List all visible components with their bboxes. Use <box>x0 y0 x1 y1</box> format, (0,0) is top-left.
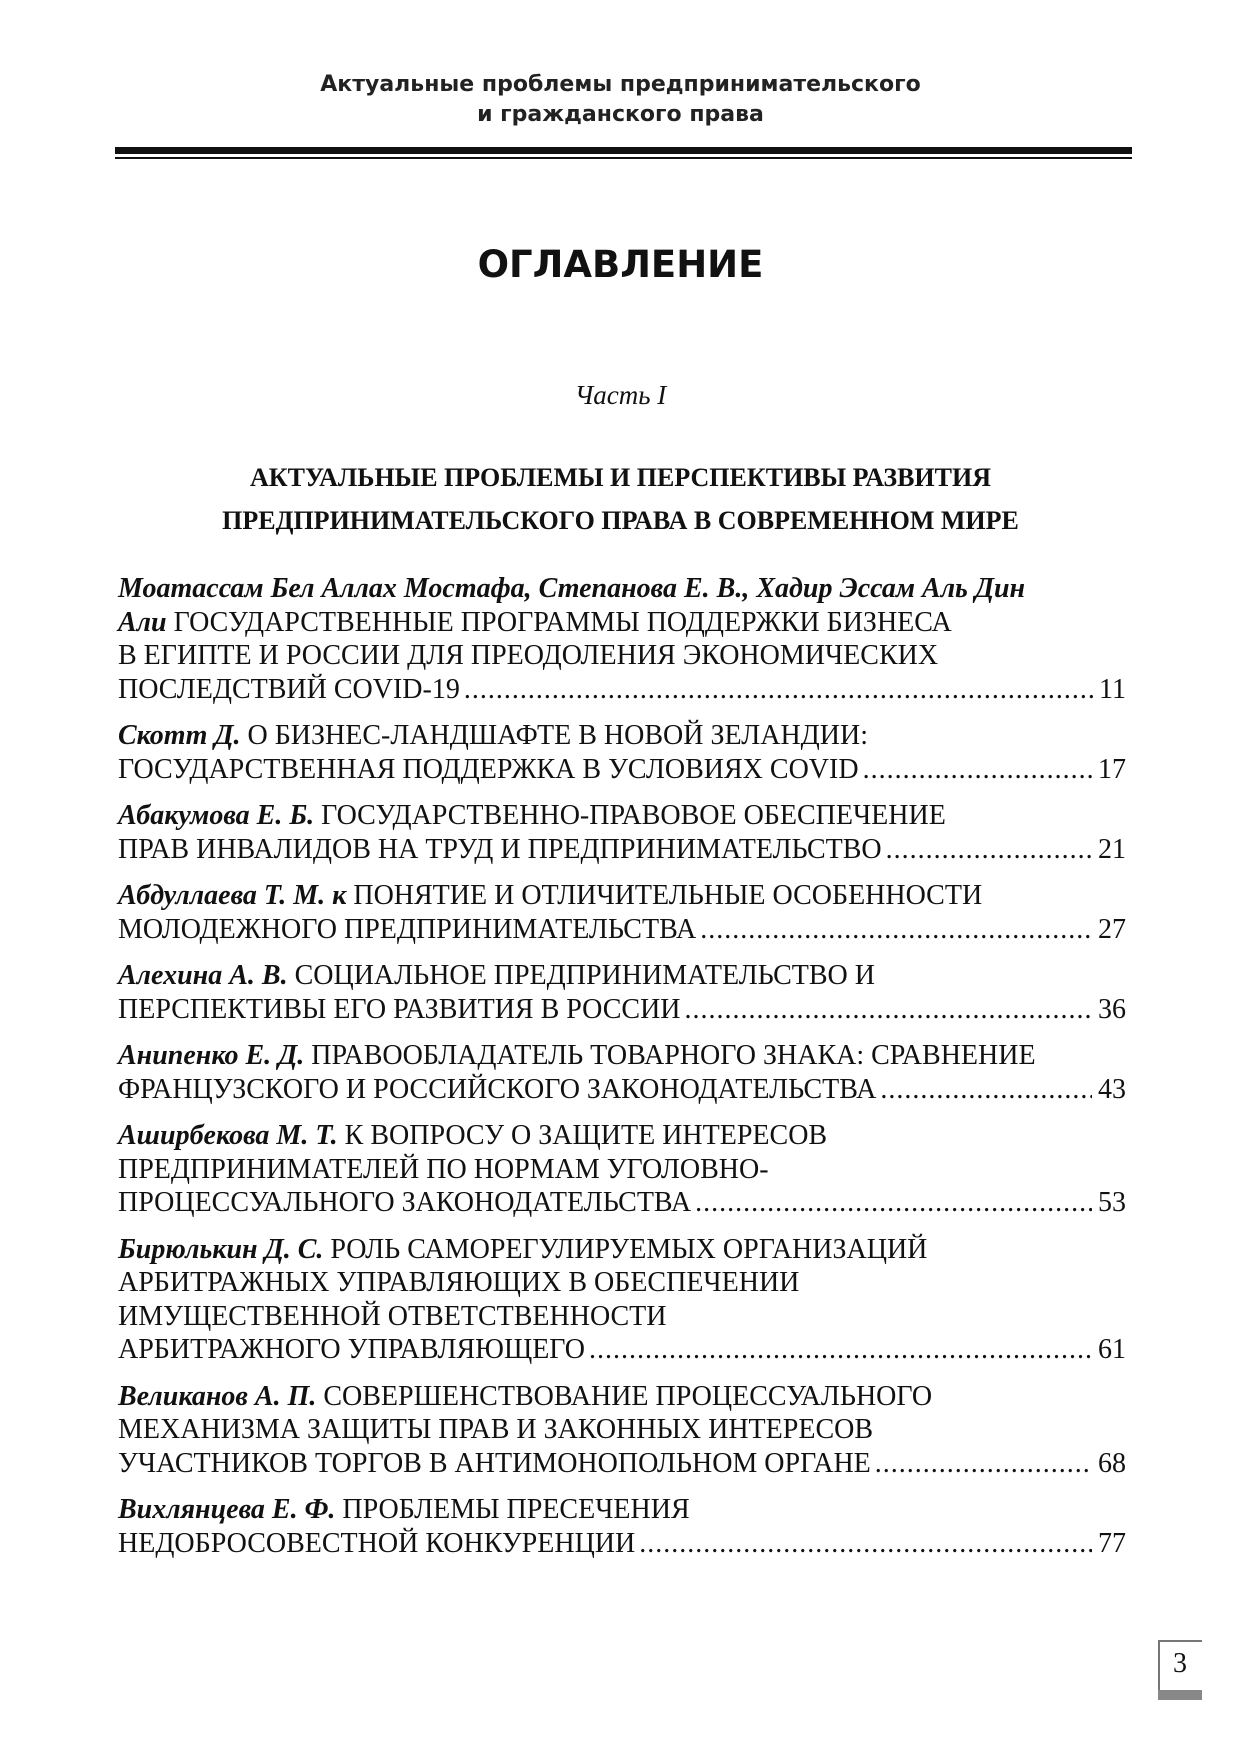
toc-entry-last-line <box>118 1447 1126 1481</box>
running-head <box>0 70 1241 130</box>
toc-entry-title-start: СОЦИАЛЬНОЕ ПРЕДПРИНИМАТЕЛЬСТВО И <box>287 960 875 991</box>
toc-entry-last-line <box>118 1186 1126 1220</box>
toc-entry-page-number: 61 <box>1098 1334 1126 1365</box>
dot-leader <box>639 1527 1092 1561</box>
toc-entry-title-line: В ЕГИПТЕ И РОССИИ ДЛЯ ПРЕОДОЛЕНИЯ ЭКОНОМИЧЕСКИХ <box>118 640 939 671</box>
toc-entry[interactable] <box>118 719 1126 786</box>
toc-entry[interactable] <box>118 1119 1126 1220</box>
toc-entry-page-number: 53 <box>1098 1187 1126 1218</box>
toc-entry-last-line <box>118 1527 1126 1561</box>
toc-entry-title-start: К ВОПРОСУ О ЗАЩИТЕ ИНТЕРЕСОВ <box>337 1120 828 1151</box>
toc-entry-page-number: 21 <box>1098 833 1126 865</box>
dot-leader <box>695 1186 1092 1220</box>
toc-entry-page-number: 11 <box>1099 673 1126 705</box>
toc-entry-last-line <box>118 833 1126 867</box>
part-title <box>0 456 1241 542</box>
dot-leader <box>886 833 1092 867</box>
header-rule-thick <box>115 147 1132 154</box>
toc-entry-title-start: СОВЕРШЕНСТВОВАНИЕ ПРОЦЕССУАЛЬНОГО <box>316 1380 933 1412</box>
part-title-line-2: ПРЕДПРИНИМАТЕЛЬСКОГО ПРАВА В СОВРЕМЕННОМ МИРЕ <box>222 506 1019 535</box>
toc-entry-first-line <box>118 1493 1126 1527</box>
toc-entry-page-number: 36 <box>1098 993 1126 1025</box>
toc-entry-title-end: ПЕРСПЕКТИВЫ ЕГО РАЗВИТИЯ В РОССИИ <box>118 993 681 1025</box>
part-title-line-1: АКТУАЛЬНЫЕ ПРОБЛЕМЫ И ПЕРСПЕКТИВЫ РАЗВИТИЯ <box>250 463 991 492</box>
toc-entry-last-line <box>118 913 1126 947</box>
toc-entry-first-line <box>118 879 1126 913</box>
toc-entry-title-start: О БИЗНЕС-ЛАНДШАФТЕ В НОВОЙ ЗЕЛАНДИИ: <box>240 720 868 751</box>
toc-entry-first-line <box>118 719 1126 753</box>
toc-entry[interactable] <box>118 959 1126 1026</box>
dot-leader <box>863 753 1092 787</box>
toc-entry-title-end: ПРОЦЕССУАЛЬНОГО ЗАКОНОДАТЕЛЬСТВА <box>118 1187 692 1218</box>
toc-entry-author-line: Моатассам Бел Аллах Мостафа, Степанова Е. В., Хадир Эссам Аль Дин <box>118 573 1026 604</box>
toc-entry-page-number: 68 <box>1098 1447 1126 1479</box>
running-head-line-1: Актуальные проблемы предпринимательского <box>320 72 921 97</box>
toc-entry-title-start: ПРОБЛЕМЫ ПРЕСЕЧЕНИЯ <box>335 1494 690 1525</box>
toc-entry[interactable] <box>118 1233 1126 1367</box>
toc-entry-first-line <box>118 959 1126 993</box>
table-of-contents <box>118 572 1126 1573</box>
toc-entry-first-line <box>118 799 1126 833</box>
toc-entry[interactable] <box>118 1380 1126 1481</box>
toc-entry[interactable] <box>118 799 1126 866</box>
toc-entry-author: Абдуллаева Т. М. к <box>118 880 347 911</box>
toc-entry-author: Великанов А. П. <box>118 1380 317 1412</box>
toc-entry-page-number: 17 <box>1098 753 1126 785</box>
toc-entry-last-line <box>118 1333 1126 1367</box>
toc-entry[interactable] <box>118 879 1126 946</box>
toc-entry-author: Анипенко Е. Д. <box>118 1040 305 1071</box>
toc-entry-author: Али <box>118 606 167 638</box>
toc-entry[interactable] <box>118 1039 1126 1106</box>
toc-entry-author: Бирюлькин Д. С. <box>118 1233 324 1265</box>
dot-leader <box>685 993 1092 1027</box>
dot-leader <box>700 913 1092 947</box>
toc-entry-title-line: АРБИТРАЖНЫХ УПРАВЛЯЮЩИХ В ОБЕСПЕЧЕНИИ <box>118 1267 800 1298</box>
toc-entry-title-start: ГОСУДАРСТВЕННО-ПРАВОВОЕ ОБЕСПЕЧЕНИЕ <box>314 800 946 831</box>
toc-entry-title-line: МЕХАНИЗМА ЗАЩИТЫ ПРАВ И ЗАКОННЫХ ИНТЕРЕСОВ <box>118 1414 874 1445</box>
toc-entry-first-line <box>118 1380 1126 1414</box>
dot-leader <box>464 673 1093 707</box>
toc-entry-title-end: АРБИТРАЖНОГО УПРАВЛЯЮЩЕГО <box>118 1334 586 1365</box>
dot-leader <box>875 1447 1092 1481</box>
toc-entry-title-end: ГОСУДАРСТВЕННАЯ ПОДДЕРЖКА В УСЛОВИЯХ COVID <box>118 753 859 785</box>
toc-entry-page-number: 43 <box>1098 1073 1126 1105</box>
toc-entry-author: Абакумова Е. Б. <box>118 800 315 831</box>
toc-entry-first-line <box>118 1233 1126 1267</box>
toc-entry[interactable] <box>118 572 1126 706</box>
toc-entry-title-start: ПОНЯТИЕ И ОТЛИЧИТЕЛЬНЫЕ ОСОБЕННОСТИ <box>346 880 983 911</box>
toc-entry-title-end: МОЛОДЕЖНОГО ПРЕДПРИНИМАТЕЛЬСТВА <box>118 913 697 945</box>
running-head-line-2: и гражданского права <box>477 102 764 127</box>
toc-entry-author: Алехина А. В. <box>118 960 288 991</box>
toc-entry-title-line: ИМУЩЕСТВЕННОЙ ОТВЕТСТВЕННОСТИ <box>118 1300 667 1332</box>
toc-entry-title-end: ФРАНЦУЗСКОГО И РОССИЙСКОГО ЗАКОНОДАТЕЛЬСТВА <box>118 1073 877 1105</box>
toc-entry-first-line <box>118 1039 1126 1073</box>
toc-entry-author: Аширбекова М. Т. <box>118 1120 338 1151</box>
toc-entry-title-start: ГОСУДАРСТВЕННЫЕ ПРОГРАММЫ ПОДДЕРЖКИ БИЗНЕСА <box>166 606 952 638</box>
toc-entry-title-start: РОЛЬ САМОРЕГУЛИРУЕМЫХ ОРГАНИЗАЦИЙ <box>323 1233 928 1265</box>
toc-entry-title-end: ПРАВ ИНВАЛИДОВ НА ТРУД И ПРЕДПРИНИМАТЕЛЬСТВО <box>118 833 882 865</box>
toc-entry-title-end: НЕДОБРОСОВЕСТНОЙ КОНКУРЕНЦИИ <box>118 1527 636 1559</box>
toc-entry-last-line <box>118 673 1126 707</box>
dot-leader <box>589 1333 1092 1367</box>
toc-entry-page-number: 77 <box>1098 1527 1126 1559</box>
header-rule-thin <box>115 157 1132 159</box>
page-number: 3 <box>1173 1648 1187 1679</box>
toc-entry-page-number: 27 <box>1098 913 1126 945</box>
toc-entry[interactable] <box>118 1493 1126 1560</box>
toc-entry-title-line: ПРЕДПРИНИМАТЕЛЕЙ ПО НОРМАМ УГОЛОВНО- <box>118 1153 769 1185</box>
dot-leader <box>880 1073 1092 1107</box>
toc-entry-last-line <box>118 993 1126 1027</box>
toc-entry-title-end: УЧАСТНИКОВ ТОРГОВ В АНТИМОНОПОЛЬНОМ ОРГАНЕ <box>118 1447 871 1479</box>
part-label: Часть I <box>574 380 667 410</box>
page-title: ОГЛАВЛЕНИЕ <box>477 243 764 286</box>
toc-entry-author: Вихлянцева Е. Ф. <box>118 1494 336 1525</box>
toc-entry-author: Скотт Д. <box>118 720 241 751</box>
toc-entry-title-end: ПОСЛЕДСТВИЙ COVID-19 <box>118 673 460 705</box>
toc-entry-first-line <box>118 1119 1126 1153</box>
page-number-bar <box>1158 1690 1202 1700</box>
toc-entry-last-line <box>118 1073 1126 1107</box>
toc-entry-first-line <box>118 606 1126 640</box>
toc-entry-last-line <box>118 753 1126 787</box>
toc-entry-title-start: ПРАВООБЛАДАТЕЛЬ ТОВАРНОГО ЗНАКА: СРАВНЕНИЕ <box>304 1040 1036 1071</box>
